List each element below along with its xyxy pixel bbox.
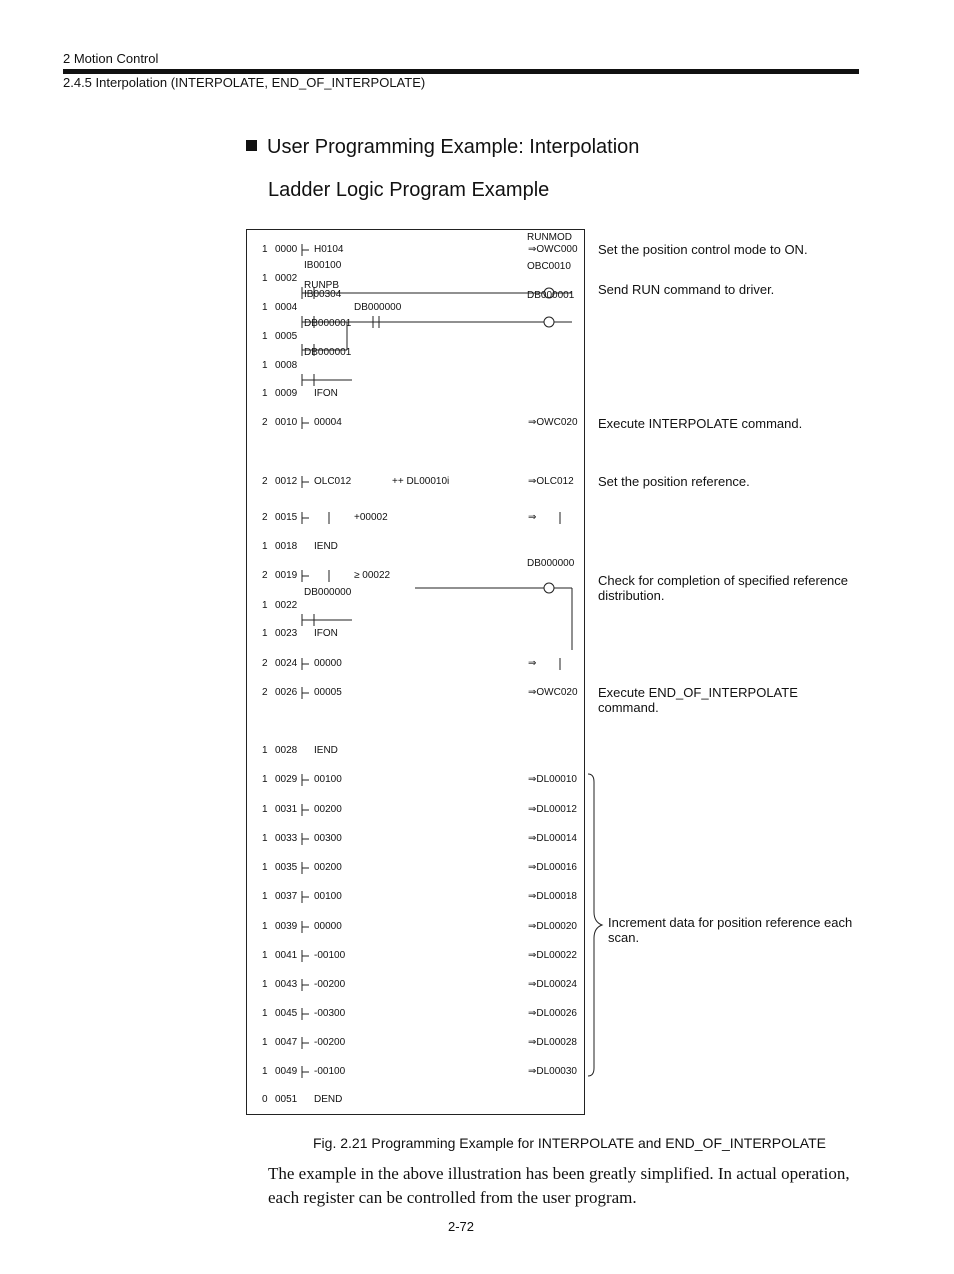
- ladder-operand: 00005: [314, 687, 342, 698]
- section-title-text: User Programming Example: Interpolation: [267, 136, 640, 158]
- ladder-step: 0035: [275, 862, 298, 873]
- ladder-level: 1: [262, 979, 268, 990]
- page-number: 2-72: [448, 1219, 475, 1234]
- ladder-level: 1: [262, 950, 268, 961]
- ladder-level: 1: [262, 628, 268, 639]
- ladder-operand: IEND: [314, 541, 338, 552]
- ladder-destination: ⇒: [528, 512, 537, 523]
- ladder-instruction: DB000000: [354, 302, 402, 313]
- ladder-level: 1: [262, 921, 268, 932]
- ladder-level: 1: [262, 541, 268, 552]
- ladder-operand: DB000000: [304, 587, 352, 598]
- ladder-operand: H0104: [314, 244, 344, 255]
- ladder-destination: ⇒DL00022: [528, 950, 577, 961]
- ladder-step: 0024: [275, 658, 298, 669]
- ladder-operand: DB000001: [304, 318, 352, 329]
- ladder-step: 0047: [275, 1037, 298, 1048]
- ladder-destination: ⇒DL00024: [528, 979, 577, 990]
- section-header: 2.4.5 Interpolation (INTERPOLATE, END_OF_INTERPOLATE): [63, 75, 426, 90]
- brace-icon: [586, 772, 606, 1078]
- header-rule: [63, 69, 859, 74]
- ladder-operand: DB000001: [304, 347, 352, 358]
- coil-icon: [544, 583, 554, 593]
- ladder-step: 0026: [275, 687, 298, 698]
- ladder-operand: -00200: [314, 1037, 346, 1048]
- chapter-header: 2 Motion Control: [63, 51, 159, 66]
- ladder-level: 1: [262, 745, 268, 756]
- ladder-step: 0019: [275, 570, 298, 581]
- ladder-step: 0039: [275, 921, 298, 932]
- ladder-step: 0031: [275, 804, 298, 815]
- ladder-level: 1: [262, 891, 268, 902]
- ladder-operand: 00200: [314, 804, 342, 815]
- ladder-level: 1: [262, 804, 268, 815]
- ladder-operand: 00000: [314, 921, 342, 932]
- ladder-step: 0004: [275, 302, 298, 313]
- ladder-destination: ⇒OLC012: [528, 476, 574, 487]
- ladder-step: 0051: [275, 1094, 298, 1105]
- ladder-step: 0010: [275, 417, 298, 428]
- ladder-operand: DEND: [314, 1094, 343, 1105]
- ladder-destination: ⇒DL00012: [528, 804, 577, 815]
- ladder-level: 2: [262, 512, 268, 523]
- ladder-operand: IFON: [314, 388, 338, 399]
- ladder-step: 0005: [275, 331, 298, 342]
- ladder-level: 1: [262, 600, 268, 611]
- ladder-operand: 00300: [314, 833, 342, 844]
- ladder-operand: 00004: [314, 417, 342, 428]
- ladder-step: 0037: [275, 891, 298, 902]
- ladder-step: 0000: [275, 244, 298, 255]
- ladder-destination: ⇒DL00020: [528, 921, 577, 932]
- ladder-destination: ⇒DL00014: [528, 833, 577, 844]
- note-interpolate: Execute INTERPOLATE command.: [598, 416, 803, 431]
- ladder-level: 2: [262, 658, 268, 669]
- ladder-step: 0008: [275, 360, 298, 371]
- ladder-operand: OLC012: [314, 476, 352, 487]
- ladder-step: 0029: [275, 774, 298, 785]
- ladder-diagram: [246, 229, 585, 1115]
- ladder-destination: ⇒DL00018: [528, 891, 577, 902]
- ladder-step: 0018: [275, 541, 298, 552]
- ladder-instruction: ++ DL00010i: [392, 476, 450, 487]
- ladder-level: 1: [262, 774, 268, 785]
- ladder-operand: 00100: [314, 891, 342, 902]
- ladder-destination: OBC0010: [527, 261, 571, 272]
- ladder-step: 0015: [275, 512, 298, 523]
- ladder-destination: ⇒OWC020: [528, 417, 578, 428]
- note-check-completion: Check for completion of specified reference distribution.: [598, 573, 849, 603]
- ladder-destination: ⇒DL00030: [528, 1066, 577, 1077]
- body-paragraph: The example in the above illustration has been greatly simplified. In actual operation, each register can be controlled from the user program.: [268, 1164, 850, 1207]
- ladder-step: 0043: [275, 979, 298, 990]
- ladder-level: 0: [262, 1094, 268, 1105]
- note-end-of-interpolate: Execute END_OF_INTERPOLATE command.: [598, 685, 798, 715]
- ladder-level: 2: [262, 417, 268, 428]
- ladder-level: 1: [262, 360, 268, 371]
- ladder-level: 1: [262, 1008, 268, 1019]
- note-position-mode: Set the position control mode to ON.: [598, 242, 808, 257]
- ladder-level: 1: [262, 833, 268, 844]
- ladder-destination: ⇒DL00026: [528, 1008, 577, 1019]
- ladder-level: 1: [262, 302, 268, 313]
- ladder-step: 0022: [275, 600, 298, 611]
- ladder-level: 2: [262, 687, 268, 698]
- ladder-operand: IFON: [314, 628, 338, 639]
- ladder-step: 0012: [275, 476, 298, 487]
- note-increment-data: Increment data for position reference each scan.: [608, 915, 853, 945]
- coil-icon: [544, 317, 554, 327]
- ladder-operand: -00200: [314, 979, 346, 990]
- section-title: [246, 136, 639, 159]
- ladder-step: 0049: [275, 1066, 298, 1077]
- ladder-destination: DB000001: [527, 290, 575, 301]
- ladder-level: 1: [262, 244, 268, 255]
- ladder-step: 0045: [275, 1008, 298, 1019]
- ladder-level: 1: [262, 1037, 268, 1048]
- ladder-step: 0002: [275, 273, 298, 284]
- ladder-operand: -00100: [314, 950, 346, 961]
- ladder-operand: 00100: [314, 774, 342, 785]
- ladder-instruction: +00002: [354, 512, 388, 523]
- ladder-operand: -00100: [314, 1066, 346, 1077]
- ladder-destination: ⇒DL00016: [528, 862, 577, 873]
- ladder-step: 0041: [275, 950, 298, 961]
- note-position-reference: Set the position reference.: [598, 474, 750, 489]
- ladder-instruction: ≥ 00022: [354, 570, 391, 581]
- ladder-destination: ⇒DL00028: [528, 1037, 577, 1048]
- ladder-step: 0033: [275, 833, 298, 844]
- ladder-operand: -00300: [314, 1008, 346, 1019]
- ladder-destination: DB000000: [527, 558, 575, 569]
- ladder-destination: ⇒OWC020: [528, 687, 578, 698]
- ladder-level: 1: [262, 388, 268, 399]
- ladder-operand-label: RUNPB: [304, 280, 340, 291]
- figure-caption: Fig. 2.21 Programming Example for INTERPOLATE and END_OF_INTERPOLATE: [313, 1135, 826, 1151]
- ladder-step: 0023: [275, 628, 298, 639]
- ladder-level: 1: [262, 1066, 268, 1077]
- note-run-command: Send RUN command to driver.: [598, 282, 775, 297]
- subsection-title: Ladder Logic Program Example: [268, 179, 550, 201]
- ladder-destination: ⇒OWC000: [528, 244, 578, 255]
- ladder-step: 0028: [275, 745, 298, 756]
- ladder-operand: IEND: [314, 745, 338, 756]
- ladder-level: 1: [262, 273, 268, 284]
- ladder-operand: 00200: [314, 862, 342, 873]
- ladder-step: 0009: [275, 388, 298, 399]
- ladder-operand: IB00100: [304, 260, 342, 271]
- ladder-destination: ⇒: [528, 658, 537, 669]
- ladder-destination: ⇒DL00010: [528, 774, 577, 785]
- ladder-level: 1: [262, 862, 268, 873]
- ladder-operand: IB00304: [304, 289, 342, 300]
- square-bullet-icon: [246, 140, 257, 151]
- ladder-output-label: RUNMOD: [527, 232, 572, 243]
- ladder-level: 2: [262, 570, 268, 581]
- ladder-level: 2: [262, 476, 268, 487]
- ladder-operand: 00000: [314, 658, 342, 669]
- ladder-level: 1: [262, 331, 268, 342]
